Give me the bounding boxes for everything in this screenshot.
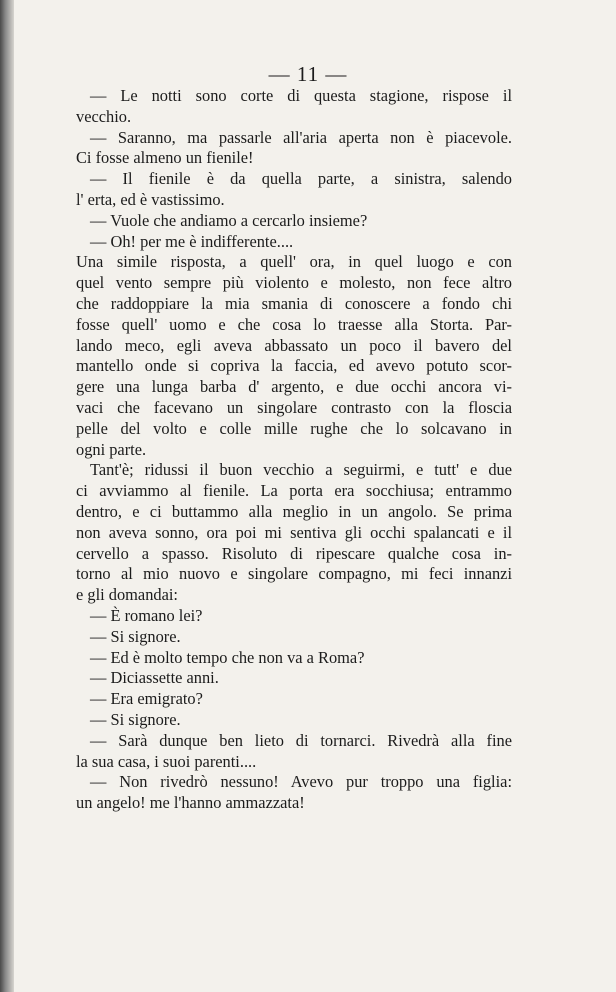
text-line: non aveva sonno, ora poi mi sentiva gli occhi spalancati e il — [76, 522, 512, 542]
text-line: l' erta, ed è vastissimo. — [76, 189, 225, 209]
text-line: Una simile risposta, a quell' ora, in quel luogo e con — [76, 252, 512, 272]
text-line: mantello onde si copriva la faccia, ed avevo potuto scor- — [76, 356, 512, 376]
text-line: cervello a spasso. Risoluto di ripescare qualche cosa in- — [76, 543, 512, 563]
page-number: — 11 — — [268, 62, 348, 86]
text-line: e gli domandai: — [76, 585, 178, 605]
text-line: — Sarà dunque ben lieto di tornarci. Rivedrà alla fine — [90, 730, 512, 750]
text-line: — È romano lei? — [90, 605, 203, 625]
text-line: dentro, e ci buttammo alla meglio in un angolo. Se prima — [76, 501, 512, 521]
text-line: — Era emigrato? — [90, 689, 203, 709]
page-binding-edge — [0, 0, 14, 992]
text-line: — Il fienile è da quella parte, a sinistra, salendo — [90, 169, 512, 189]
text-line: lando meco, egli aveva abbassato un poco il bavero del — [76, 335, 512, 355]
text-line: quel vento sempre più violento e molesto, non fece altro — [76, 273, 512, 293]
text-line: — Non rivedrò nessuno! Avevo pur troppo una figlia: — [90, 772, 512, 792]
text-line: pelle del volto e colle mille rughe che lo solcavano in — [76, 418, 512, 438]
text-line: fosse quell' uomo e che cosa lo traesse alla Storta. Par- — [76, 314, 512, 334]
text-line: — Si signore. — [90, 709, 181, 729]
text-line: — Si signore. — [90, 626, 181, 646]
text-line: ci avviammo al fienile. La porta era socchiusa; entrammo — [76, 481, 512, 501]
text-line: torno al mio nuovo e singolare compagno, mi feci innanzi — [76, 564, 512, 584]
body-text — [76, 86, 512, 814]
text-line: Tant'è; ridussi il buon vecchio a seguirmi, e tutt' e due — [90, 460, 512, 480]
text-line: ogni parte. — [76, 439, 147, 459]
text-line: — Le notti sono corte di questa stagione, rispose il — [90, 86, 512, 105]
text-line: la sua casa, i suoi parenti.... — [76, 751, 257, 771]
text-line: vecchio. — [76, 106, 132, 126]
text-line: — Oh! per me è indifferente.... — [90, 231, 294, 251]
text-line: che raddoppiare la mia smania di conoscere a fondo chi — [76, 293, 512, 313]
text-line: vaci che facevano un singolare contrasto con la floscia — [76, 397, 512, 417]
text-line: — Diciassette anni. — [90, 668, 219, 688]
text-line: un angelo! me l'hanno ammazzata! — [76, 793, 305, 813]
text-line: gere una lunga barba d' argento, e due occhi ancora vi- — [76, 377, 512, 397]
text-line: — Vuole che andiamo a cercarlo insieme? — [90, 210, 368, 230]
text-line: — Saranno, ma passarle all'aria aperta non è piacevole. — [90, 127, 512, 147]
text-line: — Ed è molto tempo che non va a Roma? — [90, 647, 365, 667]
text-line: Ci fosse almeno un fienile! — [76, 148, 254, 168]
